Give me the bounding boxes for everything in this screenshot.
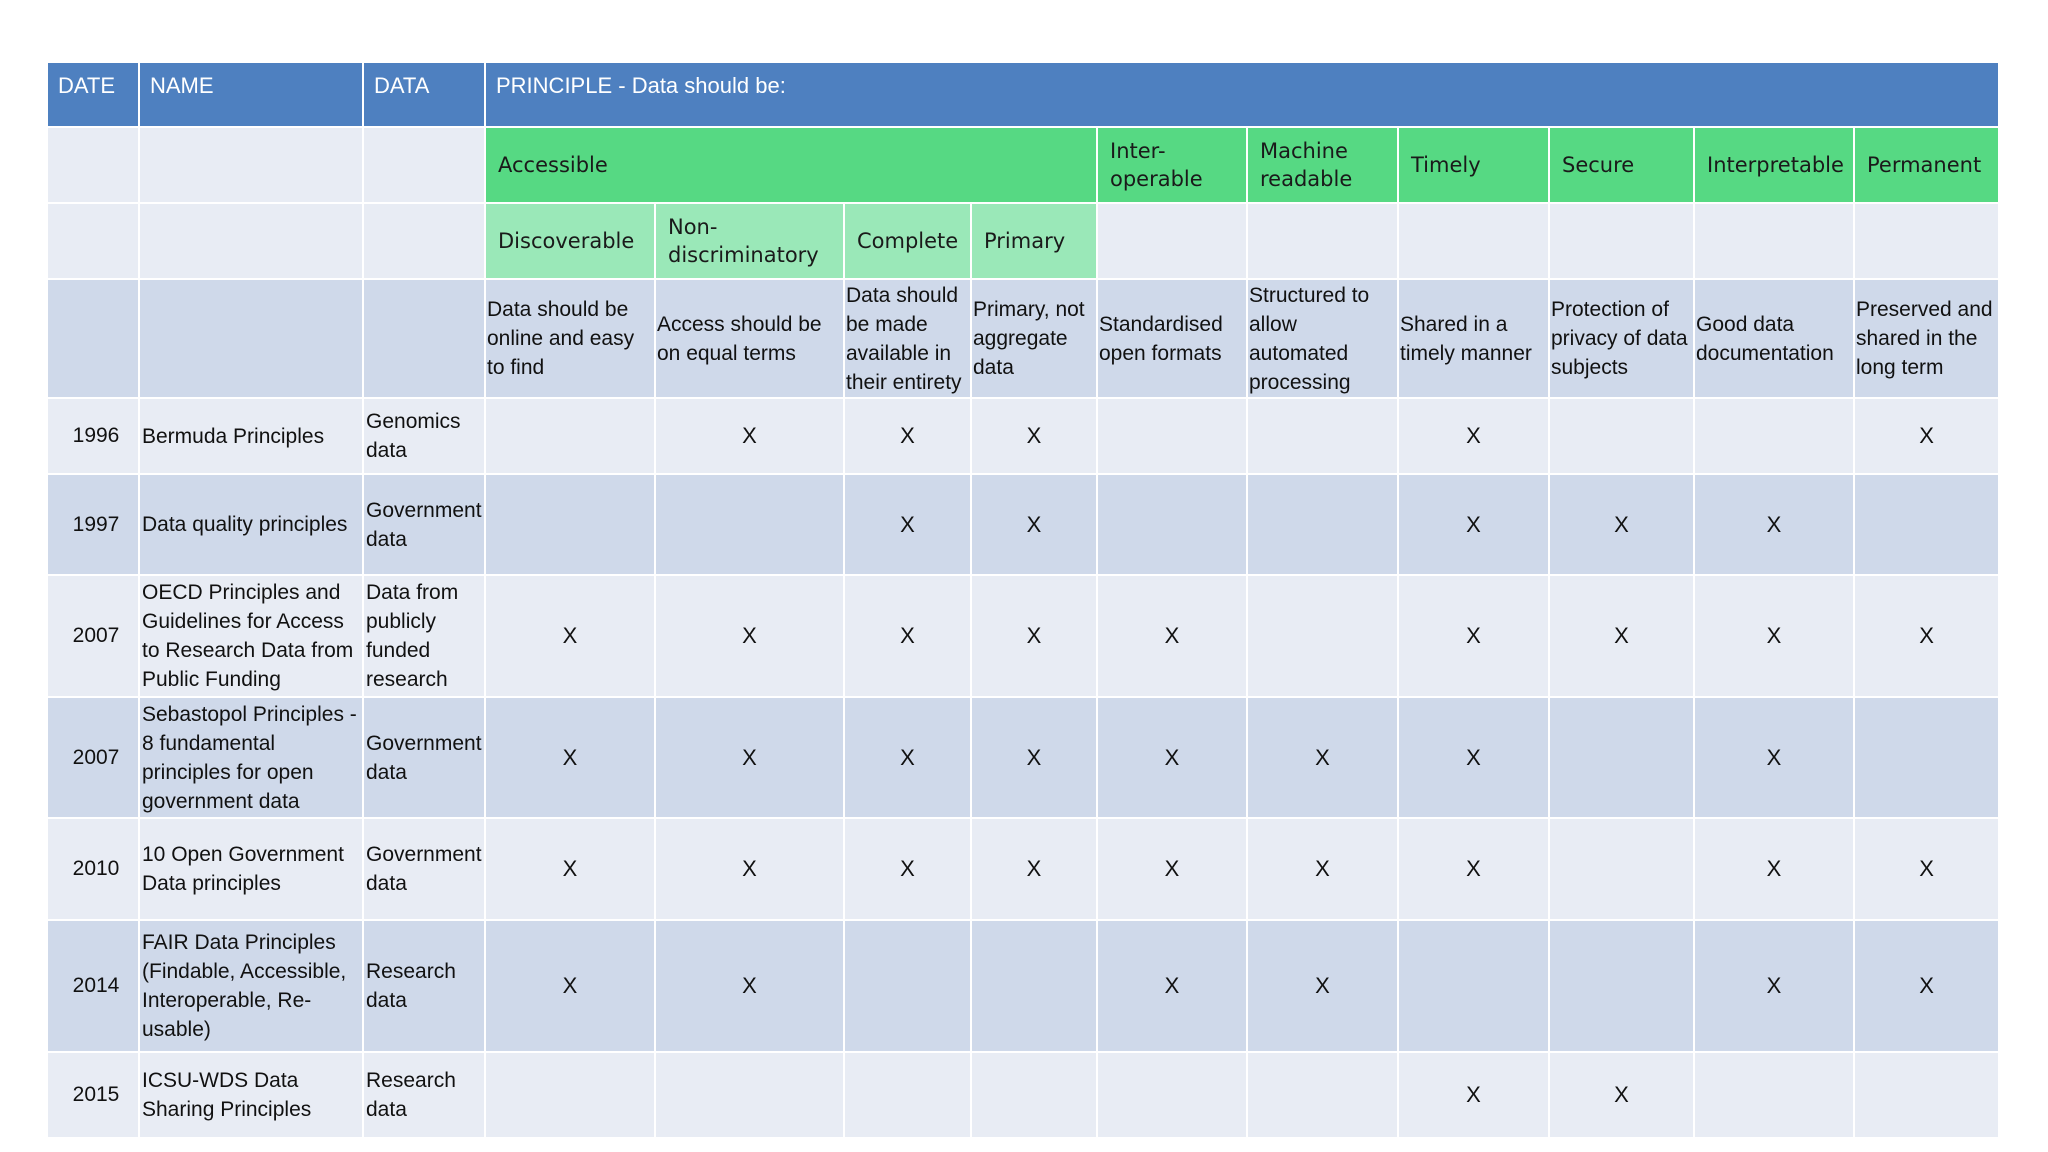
mark-cell <box>1694 1052 1854 1138</box>
mark-cell <box>655 1052 844 1138</box>
mark-cell: X <box>971 398 1097 474</box>
group-machine-readable: Machine readable <box>1247 127 1398 203</box>
name-cell: ICSU-WDS Data Sharing Principles <box>139 1052 363 1138</box>
mark-cell <box>485 474 655 575</box>
mark-cell: X <box>1549 1052 1694 1138</box>
mark-cell: X <box>655 575 844 697</box>
mark-cell: X <box>844 697 971 818</box>
mark-cell <box>1097 398 1247 474</box>
mark-cell: X <box>485 818 655 920</box>
principle-header: PRINCIPLE - Data should be: <box>485 62 1999 127</box>
mark-cell: X <box>655 920 844 1052</box>
date-cell: 2010 <box>47 818 139 920</box>
mark-cell <box>1549 818 1694 920</box>
mark-cell <box>971 920 1097 1052</box>
date-header: DATE <box>47 62 139 127</box>
mark-cell: X <box>1549 474 1694 575</box>
mark-cell: X <box>971 474 1097 575</box>
mark-cell <box>1097 1052 1247 1138</box>
empty-cell <box>363 127 485 203</box>
date-cell: 2007 <box>47 575 139 697</box>
mark-cell: X <box>1247 697 1398 818</box>
description-cell: Standardised open formats <box>1097 279 1247 398</box>
empty-cell <box>1694 203 1854 279</box>
mark-cell <box>1398 920 1549 1052</box>
name-cell: Bermuda Principles <box>139 398 363 474</box>
header-row <box>47 62 1999 127</box>
mark-cell: X <box>655 697 844 818</box>
mark-cell <box>1854 474 1999 575</box>
mark-cell <box>1097 474 1247 575</box>
subgroup-complete: Complete <box>844 203 971 279</box>
table-row <box>47 575 1999 697</box>
name-cell: 10 Open Government Data principles <box>139 818 363 920</box>
mark-cell: X <box>1854 398 1999 474</box>
empty-cell <box>363 203 485 279</box>
mark-cell <box>1247 1052 1398 1138</box>
mark-cell <box>1854 1052 1999 1138</box>
group-accessible: Accessible <box>485 127 1097 203</box>
date-cell: 2015 <box>47 1052 139 1138</box>
group-timely: Timely <box>1398 127 1549 203</box>
group-row <box>47 127 1999 203</box>
empty-cell <box>139 203 363 279</box>
table-row <box>47 398 1999 474</box>
mark-cell: X <box>1398 1052 1549 1138</box>
mark-cell: X <box>655 818 844 920</box>
description-cell: Shared in a timely manner <box>1398 279 1549 398</box>
mark-cell: X <box>1854 920 1999 1052</box>
mark-cell: X <box>1549 575 1694 697</box>
table-row <box>47 1052 1999 1138</box>
mark-cell <box>655 474 844 575</box>
mark-cell <box>1549 920 1694 1052</box>
mark-cell: X <box>844 398 971 474</box>
mark-cell: X <box>1398 575 1549 697</box>
group-interpretable: Interpretable <box>1694 127 1854 203</box>
empty-cell <box>363 279 485 398</box>
description-cell: Preserved and shared in the long term <box>1854 279 1999 398</box>
description-cell: Data should be online and easy to find <box>485 279 655 398</box>
data-cell: Government data <box>363 474 485 575</box>
empty-cell <box>1549 203 1694 279</box>
empty-cell <box>1247 203 1398 279</box>
mark-cell: X <box>1694 474 1854 575</box>
mark-cell: X <box>1097 920 1247 1052</box>
empty-cell <box>47 203 139 279</box>
mark-cell <box>1549 697 1694 818</box>
mark-cell: X <box>1247 920 1398 1052</box>
description-cell: Structured to allow automated processing <box>1247 279 1398 398</box>
description-cell: Good data documentation <box>1694 279 1854 398</box>
mark-cell <box>1549 398 1694 474</box>
mark-cell <box>1247 575 1398 697</box>
name-cell: OECD Principles and Guidelines for Access to Research Data from Public Funding <box>139 575 363 697</box>
date-cell: 1997 <box>47 474 139 575</box>
subgroup-discoverable: Discoverable <box>485 203 655 279</box>
mark-cell <box>1694 398 1854 474</box>
name-cell: Data quality principles <box>139 474 363 575</box>
description-cell: Data should be made available in their entirety <box>844 279 971 398</box>
mark-cell: X <box>1398 474 1549 575</box>
mark-cell: X <box>844 474 971 575</box>
subgroup-row <box>47 203 1999 279</box>
mark-cell <box>1247 474 1398 575</box>
mark-cell: X <box>844 575 971 697</box>
mark-cell: X <box>971 697 1097 818</box>
mark-cell: X <box>1694 697 1854 818</box>
mark-cell: X <box>1097 818 1247 920</box>
mark-cell <box>1247 398 1398 474</box>
mark-cell: X <box>485 697 655 818</box>
empty-cell <box>1854 203 1999 279</box>
date-cell: 2007 <box>47 697 139 818</box>
table-row <box>47 697 1999 818</box>
mark-cell: X <box>1694 920 1854 1052</box>
mark-cell: X <box>1854 575 1999 697</box>
mark-cell: X <box>1247 818 1398 920</box>
group-permanent: Permanent <box>1854 127 1999 203</box>
mark-cell <box>485 398 655 474</box>
data-cell: Data from publicly funded research <box>363 575 485 697</box>
mark-cell: X <box>1694 575 1854 697</box>
mark-cell: X <box>1398 398 1549 474</box>
mark-cell: X <box>1398 818 1549 920</box>
principles-table <box>46 61 2000 1139</box>
name-header: NAME <box>139 62 363 127</box>
empty-cell <box>47 279 139 398</box>
mark-cell: X <box>844 818 971 920</box>
mark-cell: X <box>1097 575 1247 697</box>
mark-cell: X <box>1398 697 1549 818</box>
empty-cell <box>139 127 363 203</box>
mark-cell: X <box>1097 697 1247 818</box>
data-header: DATA <box>363 62 485 127</box>
data-cell: Research data <box>363 1052 485 1138</box>
table-row <box>47 818 1999 920</box>
mark-cell: X <box>1694 818 1854 920</box>
empty-cell <box>47 127 139 203</box>
description-cell: Primary, not aggregate data <box>971 279 1097 398</box>
mark-cell: X <box>971 818 1097 920</box>
subgroup-non-discriminatory: Non- discriminatory <box>655 203 844 279</box>
empty-cell <box>1398 203 1549 279</box>
data-cell: Government data <box>363 697 485 818</box>
empty-cell <box>1097 203 1247 279</box>
name-cell: Sebastopol Principles - 8 fundamental principles for open government data <box>139 697 363 818</box>
description-cell: Protection of privacy of data subjects <box>1549 279 1694 398</box>
table-row <box>47 474 1999 575</box>
data-cell: Genomics data <box>363 398 485 474</box>
subgroup-primary: Primary <box>971 203 1097 279</box>
description-cell: Access should be on equal terms <box>655 279 844 398</box>
empty-cell <box>139 279 363 398</box>
data-cell: Research data <box>363 920 485 1052</box>
group-secure: Secure <box>1549 127 1694 203</box>
date-cell: 1996 <box>47 398 139 474</box>
mark-cell <box>485 1052 655 1138</box>
group-interoperable: Inter- operable <box>1097 127 1247 203</box>
table-row <box>47 920 1999 1052</box>
data-cell: Government data <box>363 818 485 920</box>
mark-cell <box>1854 697 1999 818</box>
mark-cell: X <box>655 398 844 474</box>
mark-cell: X <box>971 575 1097 697</box>
date-cell: 2014 <box>47 920 139 1052</box>
mark-cell <box>844 1052 971 1138</box>
mark-cell: X <box>1854 818 1999 920</box>
mark-cell: X <box>485 920 655 1052</box>
name-cell: FAIR Data Principles (Findable, Accessible, Interoperable, Re-usable) <box>139 920 363 1052</box>
mark-cell <box>844 920 971 1052</box>
description-row <box>47 279 1999 398</box>
mark-cell: X <box>485 575 655 697</box>
mark-cell <box>971 1052 1097 1138</box>
